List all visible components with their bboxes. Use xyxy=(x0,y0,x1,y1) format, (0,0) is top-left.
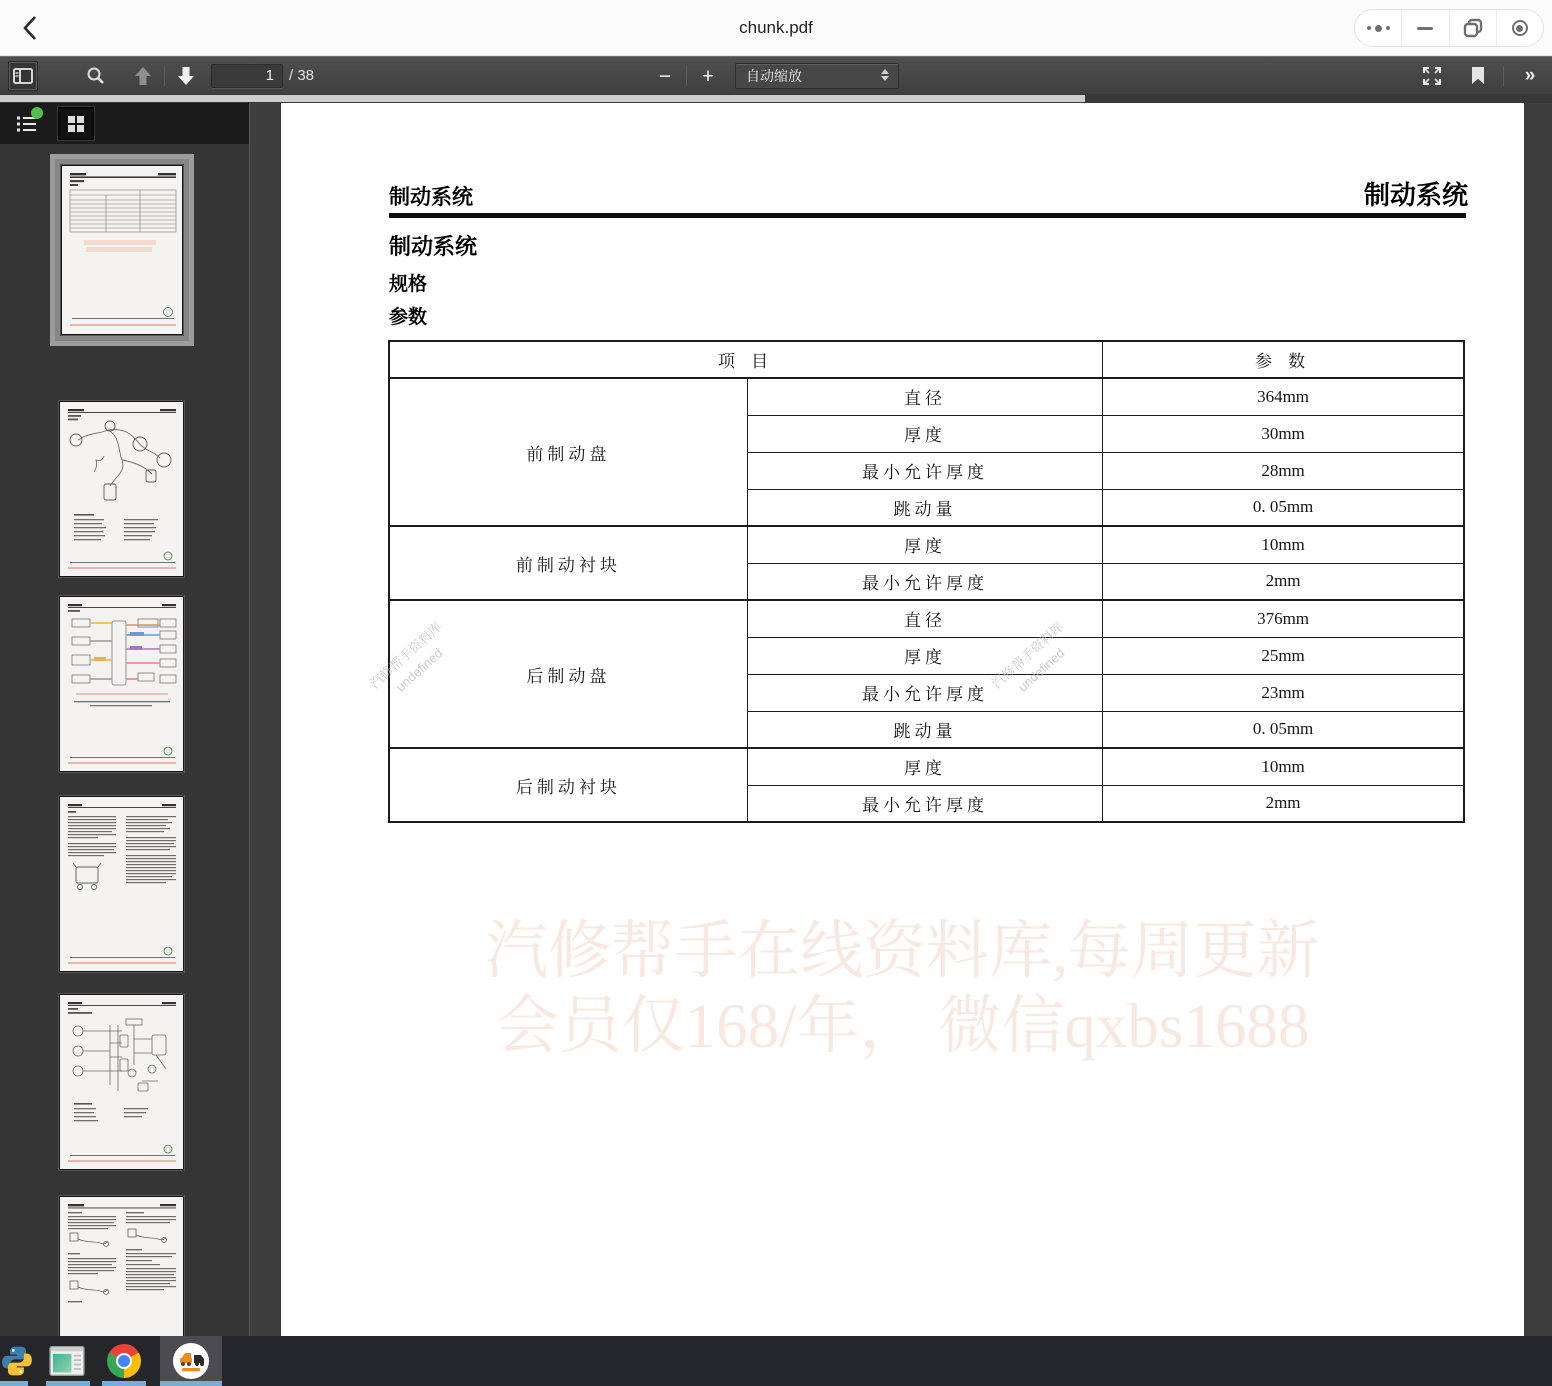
sidebar-toggle-icon xyxy=(13,68,33,84)
thumbnail-2-sketch xyxy=(60,402,184,577)
close-button[interactable] xyxy=(1496,10,1543,46)
page-number-input[interactable] xyxy=(211,64,283,88)
page-header-left: 制动系统 xyxy=(389,186,473,209)
doc-subtitle: 规格 xyxy=(389,274,428,295)
fullscreen-icon xyxy=(1422,66,1442,86)
table-value-cell: 23mm xyxy=(1103,674,1464,711)
taskbar-chrome-app[interactable] xyxy=(100,1336,148,1386)
diagonal-watermark: 汽修帮手资料库 undefined xyxy=(988,619,1068,695)
pdf-viewer-area xyxy=(251,103,1552,1336)
page-count-label: / 38 xyxy=(289,67,315,84)
table-item-cell: 跳动量 xyxy=(747,489,1102,526)
next-page-button[interactable] xyxy=(171,61,201,91)
thumbnail-list xyxy=(0,144,249,1336)
col-header-item: 项 目 xyxy=(389,341,1103,378)
table-item-cell: 厚度 xyxy=(747,526,1102,563)
table-value-cell: 10mm xyxy=(1103,748,1464,785)
thumbnail-5-sketch xyxy=(60,995,184,1170)
table-item-cell: 最小允许厚度 xyxy=(747,563,1102,600)
table-group-cell: 前制动衬块 xyxy=(389,526,747,600)
search-icon xyxy=(86,66,105,85)
thumbnail-6-sketch xyxy=(60,1197,184,1336)
taskbar-photos-app[interactable] xyxy=(42,1336,92,1386)
more-tools-button[interactable]: » xyxy=(1514,61,1544,91)
thumbnail-sidebar xyxy=(0,103,250,1336)
table-value-cell: 30mm xyxy=(1103,415,1464,452)
zoom-select[interactable] xyxy=(735,63,899,89)
bookmark-button[interactable] xyxy=(1463,61,1493,91)
circle-target-icon xyxy=(1512,20,1528,36)
table-item-cell: 直径 xyxy=(747,378,1102,415)
horizontal-scrollbar xyxy=(0,94,1552,103)
previous-page-button[interactable] xyxy=(128,61,158,91)
spec-table xyxy=(388,340,1465,823)
restore-button[interactable] xyxy=(1449,10,1496,46)
thumbnail-4-sketch xyxy=(60,797,184,972)
green-status-dot xyxy=(31,107,43,119)
thumbnail-3-sketch xyxy=(60,597,184,772)
table-value-cell: 0. 05mm xyxy=(1103,489,1464,526)
table-group-cell: 后制动盘 xyxy=(389,600,747,748)
col-header-param: 参 数 xyxy=(1103,341,1464,378)
watermark-line-2: 会员仅168/年， 微信qxbs1688 xyxy=(495,991,1310,1061)
minimize-button[interactable] xyxy=(1401,10,1448,46)
restore-icon xyxy=(1463,18,1483,38)
chrome-icon xyxy=(107,1344,141,1378)
table-value-cell: 25mm xyxy=(1103,637,1464,674)
minimize-icon xyxy=(1417,27,1433,30)
window-titlebar xyxy=(0,0,1552,56)
bookmark-icon xyxy=(1471,67,1485,85)
table-item-cell: 最小允许厚度 xyxy=(747,452,1102,489)
table-group-cell: 前制动盘 xyxy=(389,378,747,526)
running-indicator xyxy=(0,1381,28,1386)
table-item-cell: 最小允许厚度 xyxy=(747,785,1102,822)
header-rule xyxy=(389,213,1466,218)
taskbar xyxy=(0,1336,1552,1386)
zoom-out-button[interactable]: − xyxy=(650,61,680,91)
select-spinner-icon xyxy=(881,69,889,81)
table-item-cell: 厚度 xyxy=(747,748,1102,785)
window-title: chunk.pdf xyxy=(739,17,813,37)
thumbnails-view-button[interactable] xyxy=(58,107,94,140)
sidebar-header xyxy=(0,103,249,144)
diagonal-watermark: 汽修帮手资料库 undefined xyxy=(366,619,446,695)
doc-title: 制动系统 xyxy=(389,234,478,259)
page-header-right: 制动系统 xyxy=(1363,180,1468,210)
table-value-cell: 376mm xyxy=(1103,600,1464,637)
thumbnails-grid-icon xyxy=(66,114,86,134)
table-item-cell: 跳动量 xyxy=(747,711,1102,748)
running-indicator xyxy=(102,1381,146,1386)
table-value-cell: 28mm xyxy=(1103,452,1464,489)
table-item-cell: 厚度 xyxy=(747,637,1102,674)
arrow-down-icon xyxy=(177,66,195,86)
zoom-controls xyxy=(648,57,899,95)
table-group-cell: 后制动衬块 xyxy=(389,748,747,822)
horizontal-scrollbar-thumb[interactable] xyxy=(0,95,1085,102)
thumbnail-page-2[interactable] xyxy=(59,401,184,577)
outline-view-button[interactable] xyxy=(9,107,45,140)
table-value-cell: 2mm xyxy=(1103,785,1464,822)
table-item-cell: 最小允许厚度 xyxy=(747,674,1102,711)
watermark-line-1: 汽修帮手在线资料库,每周更新 xyxy=(485,916,1320,986)
table-value-cell: 0. 05mm xyxy=(1103,711,1464,748)
main-area xyxy=(0,103,1552,1336)
running-indicator xyxy=(46,1381,90,1386)
presentation-mode-button[interactable] xyxy=(1417,61,1447,91)
table-item-cell: 厚度 xyxy=(747,415,1102,452)
search-button[interactable] xyxy=(80,61,110,91)
window-control-pill xyxy=(1354,9,1544,47)
thumbnail-1-sketch xyxy=(62,166,183,335)
thumbnail-page-3[interactable] xyxy=(59,596,184,772)
table-value-cell: 2mm xyxy=(1103,563,1464,600)
running-indicator xyxy=(160,1381,222,1386)
python-icon xyxy=(0,1344,34,1378)
table-value-cell: 10mm xyxy=(1103,526,1464,563)
table-item-cell: 直径 xyxy=(747,600,1102,637)
thumbnail-page-5[interactable] xyxy=(59,994,184,1170)
arrow-up-icon xyxy=(134,66,152,86)
app-window-icon xyxy=(49,1346,85,1376)
qixiu-helper-icon xyxy=(173,1343,209,1379)
zoom-select-value: 自动缩放 xyxy=(746,68,802,84)
zoom-in-button[interactable]: + xyxy=(693,61,723,91)
taskbar-python-app[interactable] xyxy=(0,1336,40,1386)
pdf-toolbar xyxy=(0,56,1552,94)
three-dots-icon xyxy=(1367,25,1390,32)
more-menu-button[interactable] xyxy=(1355,10,1401,46)
thumbnail-page-4[interactable] xyxy=(59,796,184,972)
table-value-cell: 364mm xyxy=(1103,378,1464,415)
sidebar-toggle-button[interactable] xyxy=(8,61,38,91)
doc-section: 参数 xyxy=(389,307,428,328)
pdf-page xyxy=(281,103,1524,1336)
taskbar-qixiu-helper-app[interactable] xyxy=(160,1336,222,1386)
thumbnail-page-1[interactable] xyxy=(61,165,183,335)
thumbnail-page-6[interactable] xyxy=(59,1196,184,1336)
toolbar-right-group xyxy=(1415,57,1546,95)
